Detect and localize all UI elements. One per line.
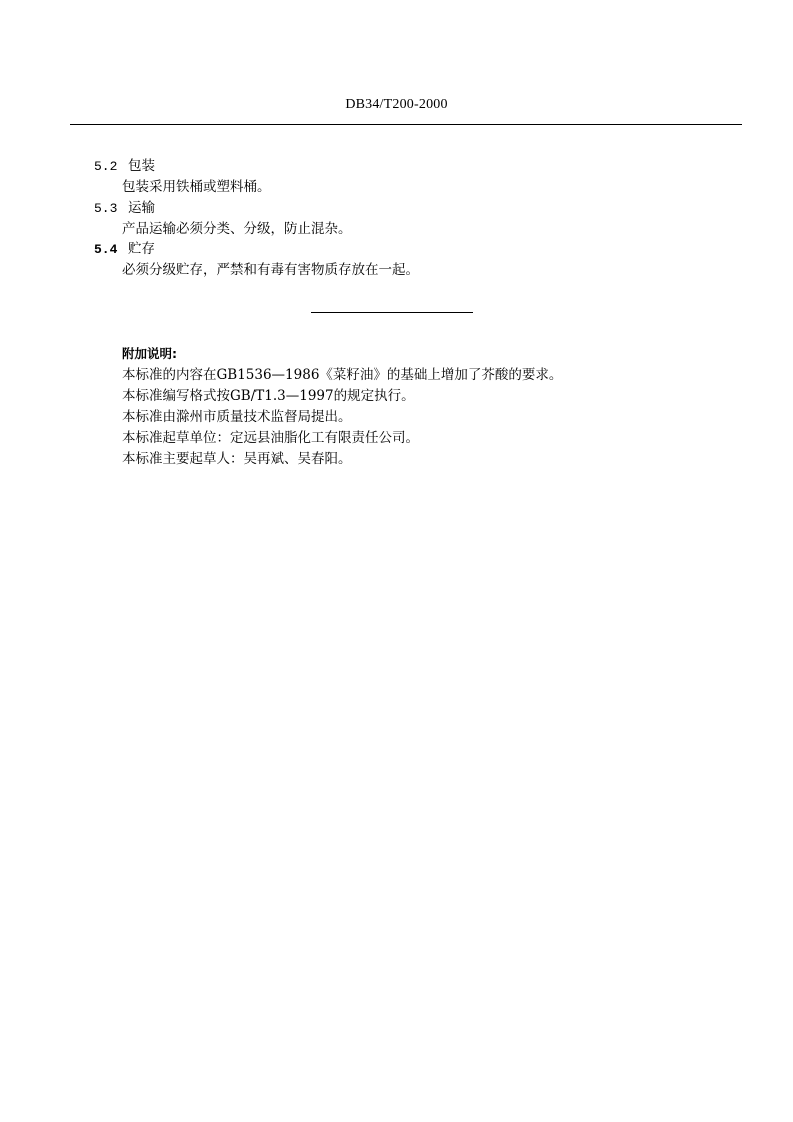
end-of-body-rule [311,312,473,313]
section-body: 产品运输必须分类、分级，防止混杂。 [122,221,352,237]
section-body: 包装采用铁桶或塑料桶。 [122,179,271,195]
appendix-line: 本标准的内容在GB1536—1986《菜籽油》的基础上增加了芥酸的要求。 [122,367,563,383]
section-body: 必须分级贮存，严禁和有毒有害物质存放在一起。 [122,262,419,278]
section-heading [94,199,155,218]
appendix-line: 本标准编写格式按GB/T1.3—1997的规定执行。 [122,388,415,404]
appendix-title: 附加说明: [122,346,177,361]
appendix-line: 本标准主要起草人：吴再斌、吴春阳。 [122,451,352,467]
section-title: 贮存 [128,241,155,257]
section-number: 5.4 [94,242,118,257]
section-number: 5.3 [94,201,118,216]
document-code: DB34/T200-2000 [345,97,448,112]
section-title: 包装 [128,158,155,174]
section-title: 运输 [128,200,155,216]
section-heading [94,240,155,259]
appendix-line: 本标准由滁州市质量技术监督局提出。 [122,409,352,425]
header-rule [70,124,742,125]
appendix-line: 本标准起草单位：定远县油脂化工有限责任公司。 [122,430,419,446]
section-heading [94,157,155,176]
section-number: 5.2 [94,159,118,174]
